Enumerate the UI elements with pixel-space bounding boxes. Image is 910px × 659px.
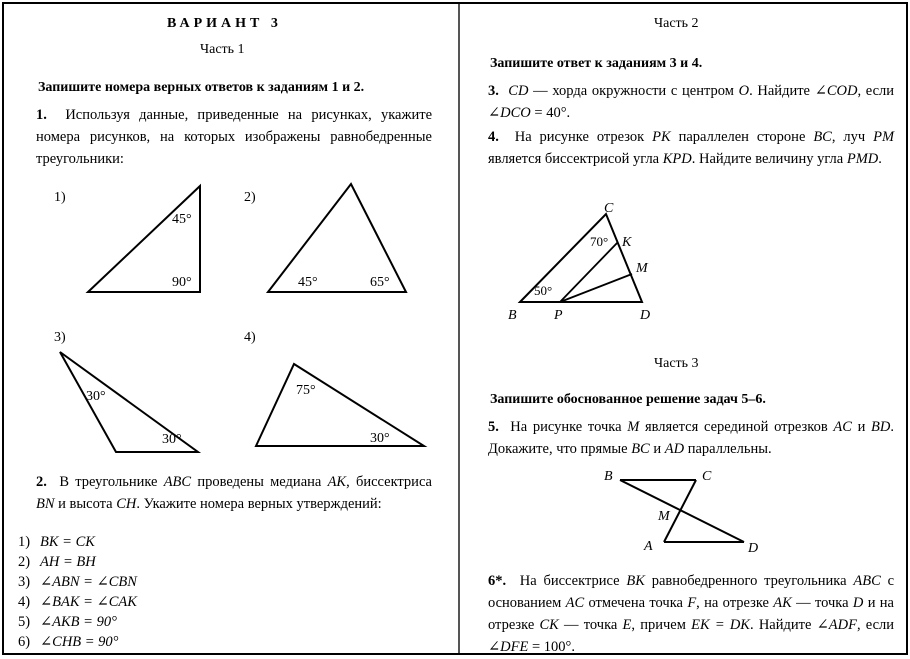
column-divider bbox=[458, 4, 460, 653]
task4-text-2: параллелен стороне bbox=[670, 129, 814, 145]
figure2-angle-left: 45° bbox=[298, 275, 318, 290]
task6-text-5: , на отрезке bbox=[696, 595, 774, 611]
point-b: B bbox=[508, 308, 517, 323]
task5 bbox=[488, 416, 894, 460]
task4-pk: PK bbox=[652, 129, 671, 145]
task2-text-1: В треугольнике bbox=[59, 474, 164, 490]
variant-heading: ВАРИАНТ 3 bbox=[167, 16, 282, 31]
task5-text-3: и bbox=[851, 419, 872, 435]
task5-number: 5. bbox=[488, 419, 499, 435]
option-5-number: 5) bbox=[18, 614, 31, 630]
option-4 bbox=[18, 592, 137, 612]
task2-ak: AK bbox=[327, 474, 347, 490]
option-5 bbox=[18, 612, 117, 632]
task2-bn: BN bbox=[36, 496, 55, 512]
task1-number: 1. bbox=[36, 107, 47, 123]
task5-ac: AC bbox=[833, 419, 852, 435]
task3 bbox=[488, 80, 894, 124]
task5-text-2: является серединой отрезков bbox=[639, 419, 834, 435]
point5-b: B bbox=[604, 469, 613, 484]
part3-heading: Часть 3 bbox=[654, 356, 699, 371]
task6-text-11: , если bbox=[856, 617, 894, 633]
task6-ak: AK bbox=[773, 595, 792, 611]
task4-figure bbox=[500, 202, 670, 324]
task5-text-5: и bbox=[649, 441, 665, 457]
task5-ad: AD bbox=[664, 441, 685, 457]
figure4-angle-top: 75° bbox=[296, 383, 316, 398]
task1 bbox=[36, 104, 432, 170]
point5-c: C bbox=[702, 469, 712, 484]
task3-number: 3. bbox=[488, 83, 499, 99]
instruction-3-4: Запишите ответ к заданиям 3 и 4. bbox=[490, 56, 703, 71]
task4-text-1: На рисунке отрезок bbox=[514, 129, 653, 145]
point-c: C bbox=[604, 202, 614, 216]
task4-bc: BC bbox=[813, 129, 832, 145]
part1-heading: Часть 1 bbox=[200, 42, 245, 57]
task5-text-6: параллельны. bbox=[684, 441, 772, 457]
figure3-angle-top: 30° bbox=[86, 389, 106, 404]
figure2-label: 2) bbox=[244, 190, 256, 205]
task6-dfe: ∠DFE bbox=[488, 639, 529, 655]
option-1-text: BK = CK bbox=[40, 534, 95, 550]
task3-text-1: — хорда окружности с центром bbox=[528, 83, 739, 99]
option-5-text: ∠AKB = 90° bbox=[40, 614, 117, 630]
point-k: K bbox=[622, 235, 632, 250]
task5-m: M bbox=[627, 419, 640, 435]
figure3-triangle bbox=[54, 344, 204, 456]
figure1-triangle bbox=[84, 182, 214, 297]
task6-adf: ∠ADF bbox=[816, 617, 857, 633]
task6-text-9: , причем bbox=[631, 617, 692, 633]
task4-pmd: PMD bbox=[846, 151, 879, 167]
task3-text-3: , если bbox=[857, 83, 895, 99]
option-4-text: ∠BAK = ∠CAK bbox=[40, 594, 137, 610]
task2-text-4: и высота bbox=[54, 496, 117, 512]
task6-text-2: равнобедренного треугольника bbox=[644, 573, 854, 589]
option-6-text: ∠CHB = 90° bbox=[40, 634, 119, 650]
task4-pm: PM bbox=[873, 129, 895, 145]
task3-text-2: . Найдите bbox=[749, 83, 815, 99]
point-p: P bbox=[554, 308, 563, 323]
figure2-triangle bbox=[264, 180, 414, 297]
figure3-label: 3) bbox=[54, 330, 66, 345]
option-1 bbox=[18, 532, 95, 552]
task5-bd: BD bbox=[871, 419, 891, 435]
option-3-text: ∠ABN = ∠CBN bbox=[40, 574, 137, 590]
task6-text-10: . Найдите bbox=[749, 617, 817, 633]
option-3 bbox=[18, 572, 137, 592]
task3-dco: ∠DCO bbox=[488, 105, 531, 121]
option-2-number: 2) bbox=[18, 554, 31, 570]
angle-b: 50° bbox=[534, 283, 553, 298]
figure2-angle-right: 65° bbox=[370, 275, 390, 290]
task2-ch: CH bbox=[116, 496, 137, 512]
task2 bbox=[36, 471, 432, 515]
point-m: M bbox=[636, 261, 648, 276]
task5-text-4: . Докажите, что прямые bbox=[488, 419, 894, 457]
figure1-angle-top: 45° bbox=[172, 212, 192, 227]
task6-f: F bbox=[687, 595, 697, 611]
angle-c: 70° bbox=[590, 234, 609, 249]
task4-text-4: является биссектрисой угла bbox=[488, 151, 663, 167]
task6-text-3: с основанием bbox=[488, 573, 895, 611]
instruction-5-6: Запишите обоснованное решение задач 5–6. bbox=[490, 392, 766, 407]
task4-text-3: , луч bbox=[831, 129, 874, 145]
option-1-number: 1) bbox=[18, 534, 31, 550]
option-6-number: 6) bbox=[18, 634, 31, 650]
task5-figure bbox=[600, 466, 770, 558]
task6-e: E bbox=[622, 617, 632, 633]
task6 bbox=[488, 570, 894, 658]
worksheet-page bbox=[2, 2, 908, 655]
task4-number: 4. bbox=[488, 129, 499, 145]
task6-text-12: = 100°. bbox=[528, 639, 575, 655]
task6-ck: CK bbox=[539, 617, 559, 633]
task6-text-6: — точка bbox=[791, 595, 853, 611]
task4-text-6: . bbox=[878, 151, 882, 167]
point5-d: D bbox=[748, 541, 759, 556]
task6-text-8: — точка bbox=[558, 617, 623, 633]
task2-text-3: , биссектриса bbox=[346, 474, 432, 490]
task1-text: Используя данные, приведенные на рисунках, укажите номера рисунков, на которых изображены равнобедренные треугольники: bbox=[36, 107, 433, 167]
option-2-text: AH = BH bbox=[40, 554, 96, 570]
task6-text-7: и на отрезке bbox=[488, 595, 894, 633]
option-3-number: 3) bbox=[18, 574, 31, 590]
point-d: D bbox=[640, 308, 651, 323]
task4-text-5: . Найдите величину угла bbox=[691, 151, 847, 167]
figure4-angle-right: 30° bbox=[370, 431, 390, 446]
figure4-label: 4) bbox=[244, 330, 256, 345]
task6-ek-dk: EK = DK bbox=[691, 617, 750, 633]
figure3-angle-bottom: 30° bbox=[162, 432, 182, 447]
task2-number: 2. bbox=[36, 474, 47, 490]
instruction-1-2: Запишите номера верных ответов к заданиям 1 и 2. bbox=[38, 80, 365, 95]
task2-text-2: проведены медиана bbox=[191, 474, 328, 490]
figure1-angle-bottom: 90° bbox=[172, 275, 192, 290]
task6-text-4: отмечена точка bbox=[584, 595, 688, 611]
task3-cd: CD bbox=[508, 83, 529, 99]
task6-number: 6*. bbox=[488, 573, 507, 589]
task4-kpd: KPD bbox=[662, 151, 692, 167]
option-4-number: 4) bbox=[18, 594, 31, 610]
task6-bk: BK bbox=[626, 573, 645, 589]
part2-heading: Часть 2 bbox=[654, 16, 699, 31]
point5-m: M bbox=[658, 509, 670, 524]
figure1-label: 1) bbox=[54, 190, 66, 205]
option-6 bbox=[18, 632, 118, 652]
task4 bbox=[488, 126, 894, 170]
task6-text-1: На биссектрисе bbox=[519, 573, 627, 589]
option-2 bbox=[18, 552, 96, 572]
task6-d: D bbox=[852, 595, 864, 611]
point5-a: A bbox=[644, 539, 653, 554]
task3-o: O bbox=[738, 83, 750, 99]
task6-ac: AC bbox=[565, 595, 585, 611]
task3-text-4: = 40°. bbox=[530, 105, 571, 121]
task5-text-1: На рисунке точка bbox=[510, 419, 628, 435]
task6-abc: ABC bbox=[853, 573, 881, 589]
figure4-triangle bbox=[252, 358, 432, 450]
task3-cod: ∠COD bbox=[814, 83, 858, 99]
task2-text-5: . Укажите номера верных утверждений: bbox=[136, 496, 382, 512]
task2-abc: ABC bbox=[163, 474, 192, 490]
task5-bc: BC bbox=[631, 441, 650, 457]
